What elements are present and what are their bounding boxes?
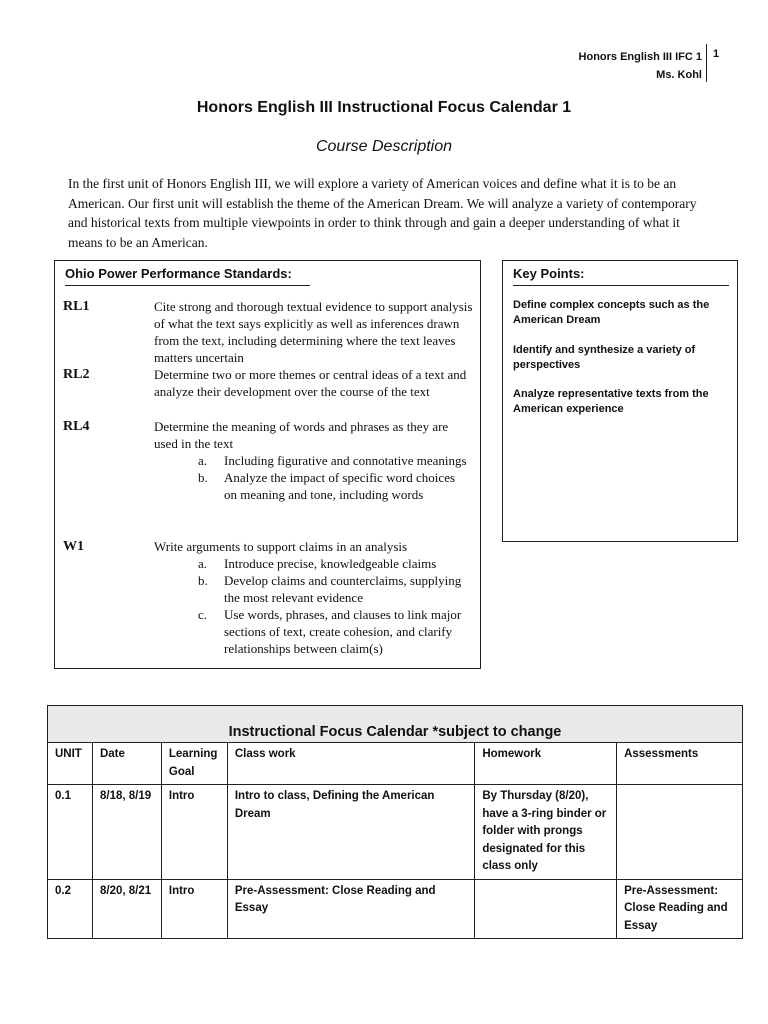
standard-text: Determine two or more themes or central ideas of a text and analyze their development over the course of the text <box>154 367 467 399</box>
column-header-unit: UNIT <box>48 743 93 785</box>
standard-code: RL4 <box>63 419 90 434</box>
standard-code: RL2 <box>63 367 90 382</box>
column-header-assessments: Assessments <box>617 743 743 785</box>
key-point-item: Analyze representative texts from the American experience <box>513 388 709 415</box>
cell-date: 8/20, 8/21 <box>92 879 161 939</box>
standard-subitem: b. Analyze the impact of specific word choices on meaning and tone, including words <box>198 470 456 502</box>
standard-rl2 <box>63 366 473 400</box>
document-title: Honors English III Instructional Focus Calendar 1 <box>196 99 572 116</box>
cell-unit: 0.1 <box>48 785 93 880</box>
cell-class-work: Pre-Assessment: Close Reading and Essay <box>227 879 474 939</box>
standard-code: W1 <box>63 539 84 554</box>
standard-subitem: b. Develop claims and counterclaims, supplying the most relevant evidence <box>198 573 462 605</box>
key-points-box <box>502 260 738 542</box>
cell-learning-goal: Intro <box>161 879 227 939</box>
table-row <box>48 785 743 880</box>
table-header-row <box>48 743 743 785</box>
standard-text: Determine the meaning of words and phrases as they are used in the text <box>154 419 449 451</box>
key-point-item: Define complex concepts such as the American Dream <box>513 299 710 326</box>
page-header <box>579 48 702 84</box>
table-row <box>48 879 743 939</box>
cell-date: 8/18, 8/19 <box>92 785 161 880</box>
standards-heading: Ohio Power Performance Standards: <box>65 266 292 281</box>
header-divider <box>706 44 707 82</box>
instructional-calendar-table <box>47 705 743 939</box>
standard-subitem: a. Introduce precise, knowledgeable claims <box>198 556 437 571</box>
standard-w1 <box>63 538 473 657</box>
calendar-title-cell <box>48 706 743 743</box>
course-description: In the first unit of Honors English III, we will explore a variety of American voices and define what it is to be an American. Our first unit will establish the theme of the American Dream. We will analyze a variety of contemporary and historical texts from multiple viewpoints in order to think through and gain a deeper understanding of what it means to be an American. <box>68 176 697 250</box>
column-header-class-work: Class work <box>227 743 474 785</box>
standard-subitem: a. Including figurative and connotative meanings <box>198 453 467 468</box>
teacher-name: Ms. Kohl <box>656 69 702 81</box>
cell-class-work: Intro to class, Defining the American Dream <box>227 785 474 880</box>
key-points-heading: Key Points: <box>513 266 585 281</box>
standard-text: Write arguments to support claims in an analysis <box>154 539 408 554</box>
standard-subitem: c. Use words, phrases, and clauses to link major sections of text, create cohesion, and clarify relationships between claim(s) <box>198 607 462 656</box>
column-header-learning-goal: Learning Goal <box>161 743 227 785</box>
cell-homework: By Thursday (8/20), have a 3-ring binder or folder with prongs designated for this class only <box>475 785 617 880</box>
column-header-homework: Homework <box>475 743 617 785</box>
standards-heading-underline <box>65 285 310 286</box>
cell-assessments: Pre-Assessment: Close Reading and Essay <box>617 879 743 939</box>
cell-homework <box>475 879 617 939</box>
standard-code: RL1 <box>63 299 90 314</box>
cell-assessments <box>617 785 743 880</box>
standards-box <box>54 260 481 669</box>
key-points-heading-underline <box>513 285 729 286</box>
standard-rl4 <box>63 418 473 503</box>
page-number: 1 <box>713 48 720 60</box>
document-subtitle: Course Description <box>315 138 453 155</box>
column-header-date: Date <box>92 743 161 785</box>
key-point-item: Identify and synthesize a variety of perspectives <box>513 344 696 371</box>
course-code: Honors English III IFC 1 <box>578 51 702 63</box>
cell-learning-goal: Intro <box>161 785 227 880</box>
standard-rl1 <box>63 298 473 366</box>
standard-text: Cite strong and thorough textual evidence to support analysis of what the text says explicitly as well as inferences drawn from the text, including determining where the text leaves matters uncertain <box>154 299 473 365</box>
cell-unit: 0.2 <box>48 879 93 939</box>
calendar-title: Instructional Focus Calendar *subject to change <box>228 723 562 740</box>
